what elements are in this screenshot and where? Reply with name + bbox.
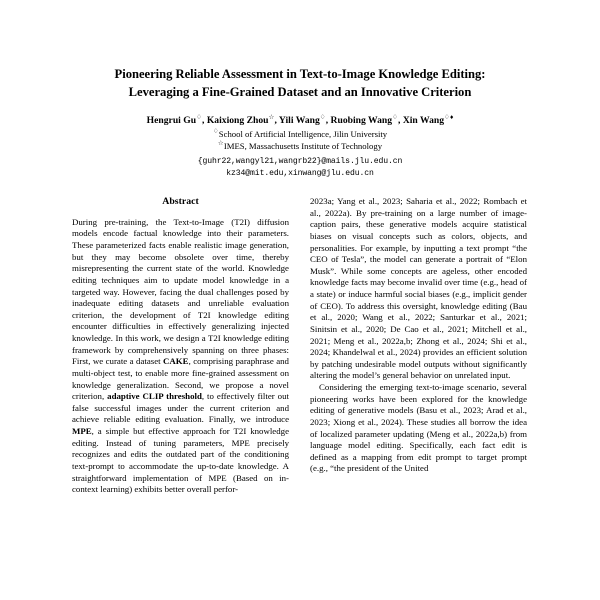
title-line-2: Leveraging a Fine-Grained Dataset and an Innovative Criterion bbox=[128, 84, 472, 99]
emphasized-term: adaptive CLIP threshold bbox=[107, 391, 202, 402]
affiliation-1-text: School of Artificial Intelligence, Jilin University bbox=[218, 128, 388, 139]
title-block bbox=[0, 0, 600, 179]
right-column bbox=[310, 196, 527, 475]
email-line-2[interactable]: kz34@mit.edu,xinwang@jlu.edu.cn bbox=[226, 168, 374, 178]
affiliation-1-marker: ♢ bbox=[212, 127, 219, 135]
emphasized-term: CAKE bbox=[163, 356, 189, 367]
abstract-paragraph: During pre-training, the Text-to-Image (T2I) diffusion models encode factual knowledge into their parameters. These parameterized facts enable realistic image generation, but they may become obsolete over time, thereby misrepresenting the current state of the world. Knowledge editing techniques aim to update model knowledge in a targeted way. However, facing the dual challenges posed by inadequate editing datasets and unreliable evaluation criterion, the development of T2I knowledge editing encounter difficulties in effectively generalizing injected knowledge. In this work, we design a T2I knowledge editing framework by comprehensively spanning on three phases: First, we curate a dataset CAKE, comprising paraphrase and multi-object test, to enable more fine-grained assessment on knowledge generalization. Second, we propose a novel criterion, adaptive CLIP threshold, to effectively filter out false successful images under the current criterion and achieve reliable editing evaluation. Finally, we introduce MPE, a simple but effective approach for T2I knowledge editing. Instead of tuning parameters, MPE precisely recognizes and edits the outdated part of the conditioning text-prompt to accommodate the up-to-date knowledge. A straightforward implementation of MPE (Based on in-context learning) exhibits better overall perfor- bbox=[72, 216, 289, 495]
abstract-heading: Abstract bbox=[162, 196, 199, 207]
intro-paragraph-continued: 2023a; Yang et al., 2023; Saharia et al., 2022; Rombach et al., 2022a). By pre-training on a large number of image-caption pairs, these generative models acquire statistical biases on visual concepts such as colors, objects, and personalities. For example, by inputting a text prompt “the CEO of Tesla”, the model can generate a portrait of “Elon Musk”. While some concepts are ageless, other encoded knowledge facts may become invalid over time (e.g., head of a state) or induce harmful social biases (e.g., implicit gender of CEO). To address this oversight, knowledge editing (Bau et al., 2020; Wang et al., 2022; Santurkar et al., 2021; Sinitsin et al., 2020; De Cao et al., 2021; Mitchell et al., 2021; Meng et al., 2022a,b; Zhong et al., 2024; Shi et al., 2024; Khandelwal et al., 2024) provides an efficient solution by patching undesirable model outputs without significantly altering the model’s general behavior on unrelated input. bbox=[310, 196, 527, 381]
affiliation-1 bbox=[72, 129, 528, 141]
page-title bbox=[72, 66, 528, 102]
email-block bbox=[72, 156, 528, 179]
intro-paragraph-second: Considering the emerging text-to-image scenario, several pioneering works have been explored for the knowledge editing of generative models (Basu et al., 2023; Arad et al., 2023; Xiong et al., 2024). These studies all borrow the idea of localized parameter updating (Meng et al., 2022a,b) from language model editing. Specifically, each fact edit is defined as a mapping from edit prompt to target prompt (e.g., “the president of the United bbox=[310, 382, 527, 474]
title-line-1: Pioneering Reliable Assessment in Text-to-Image Knowledge Editing: bbox=[114, 67, 486, 81]
email-line-1[interactable]: {guhr22,wangyl21,wangrb22}@mails.jlu.edu.cn bbox=[197, 156, 403, 166]
affiliation-2-text: IMES, Massachusetts Institute of Technology bbox=[223, 141, 383, 152]
emphasized-term: MPE bbox=[72, 426, 92, 436]
author-names: Hengrui Gu♢, Kaixiong Zhou☆, Yili Wang♢, Ruobing Wang♢, Xin Wang♢♦ bbox=[146, 113, 454, 126]
left-column bbox=[72, 196, 289, 496]
affiliation-2 bbox=[72, 141, 528, 153]
affiliation-2-marker: ☆ bbox=[217, 140, 224, 148]
author-block bbox=[72, 115, 528, 180]
body-columns bbox=[0, 196, 600, 496]
